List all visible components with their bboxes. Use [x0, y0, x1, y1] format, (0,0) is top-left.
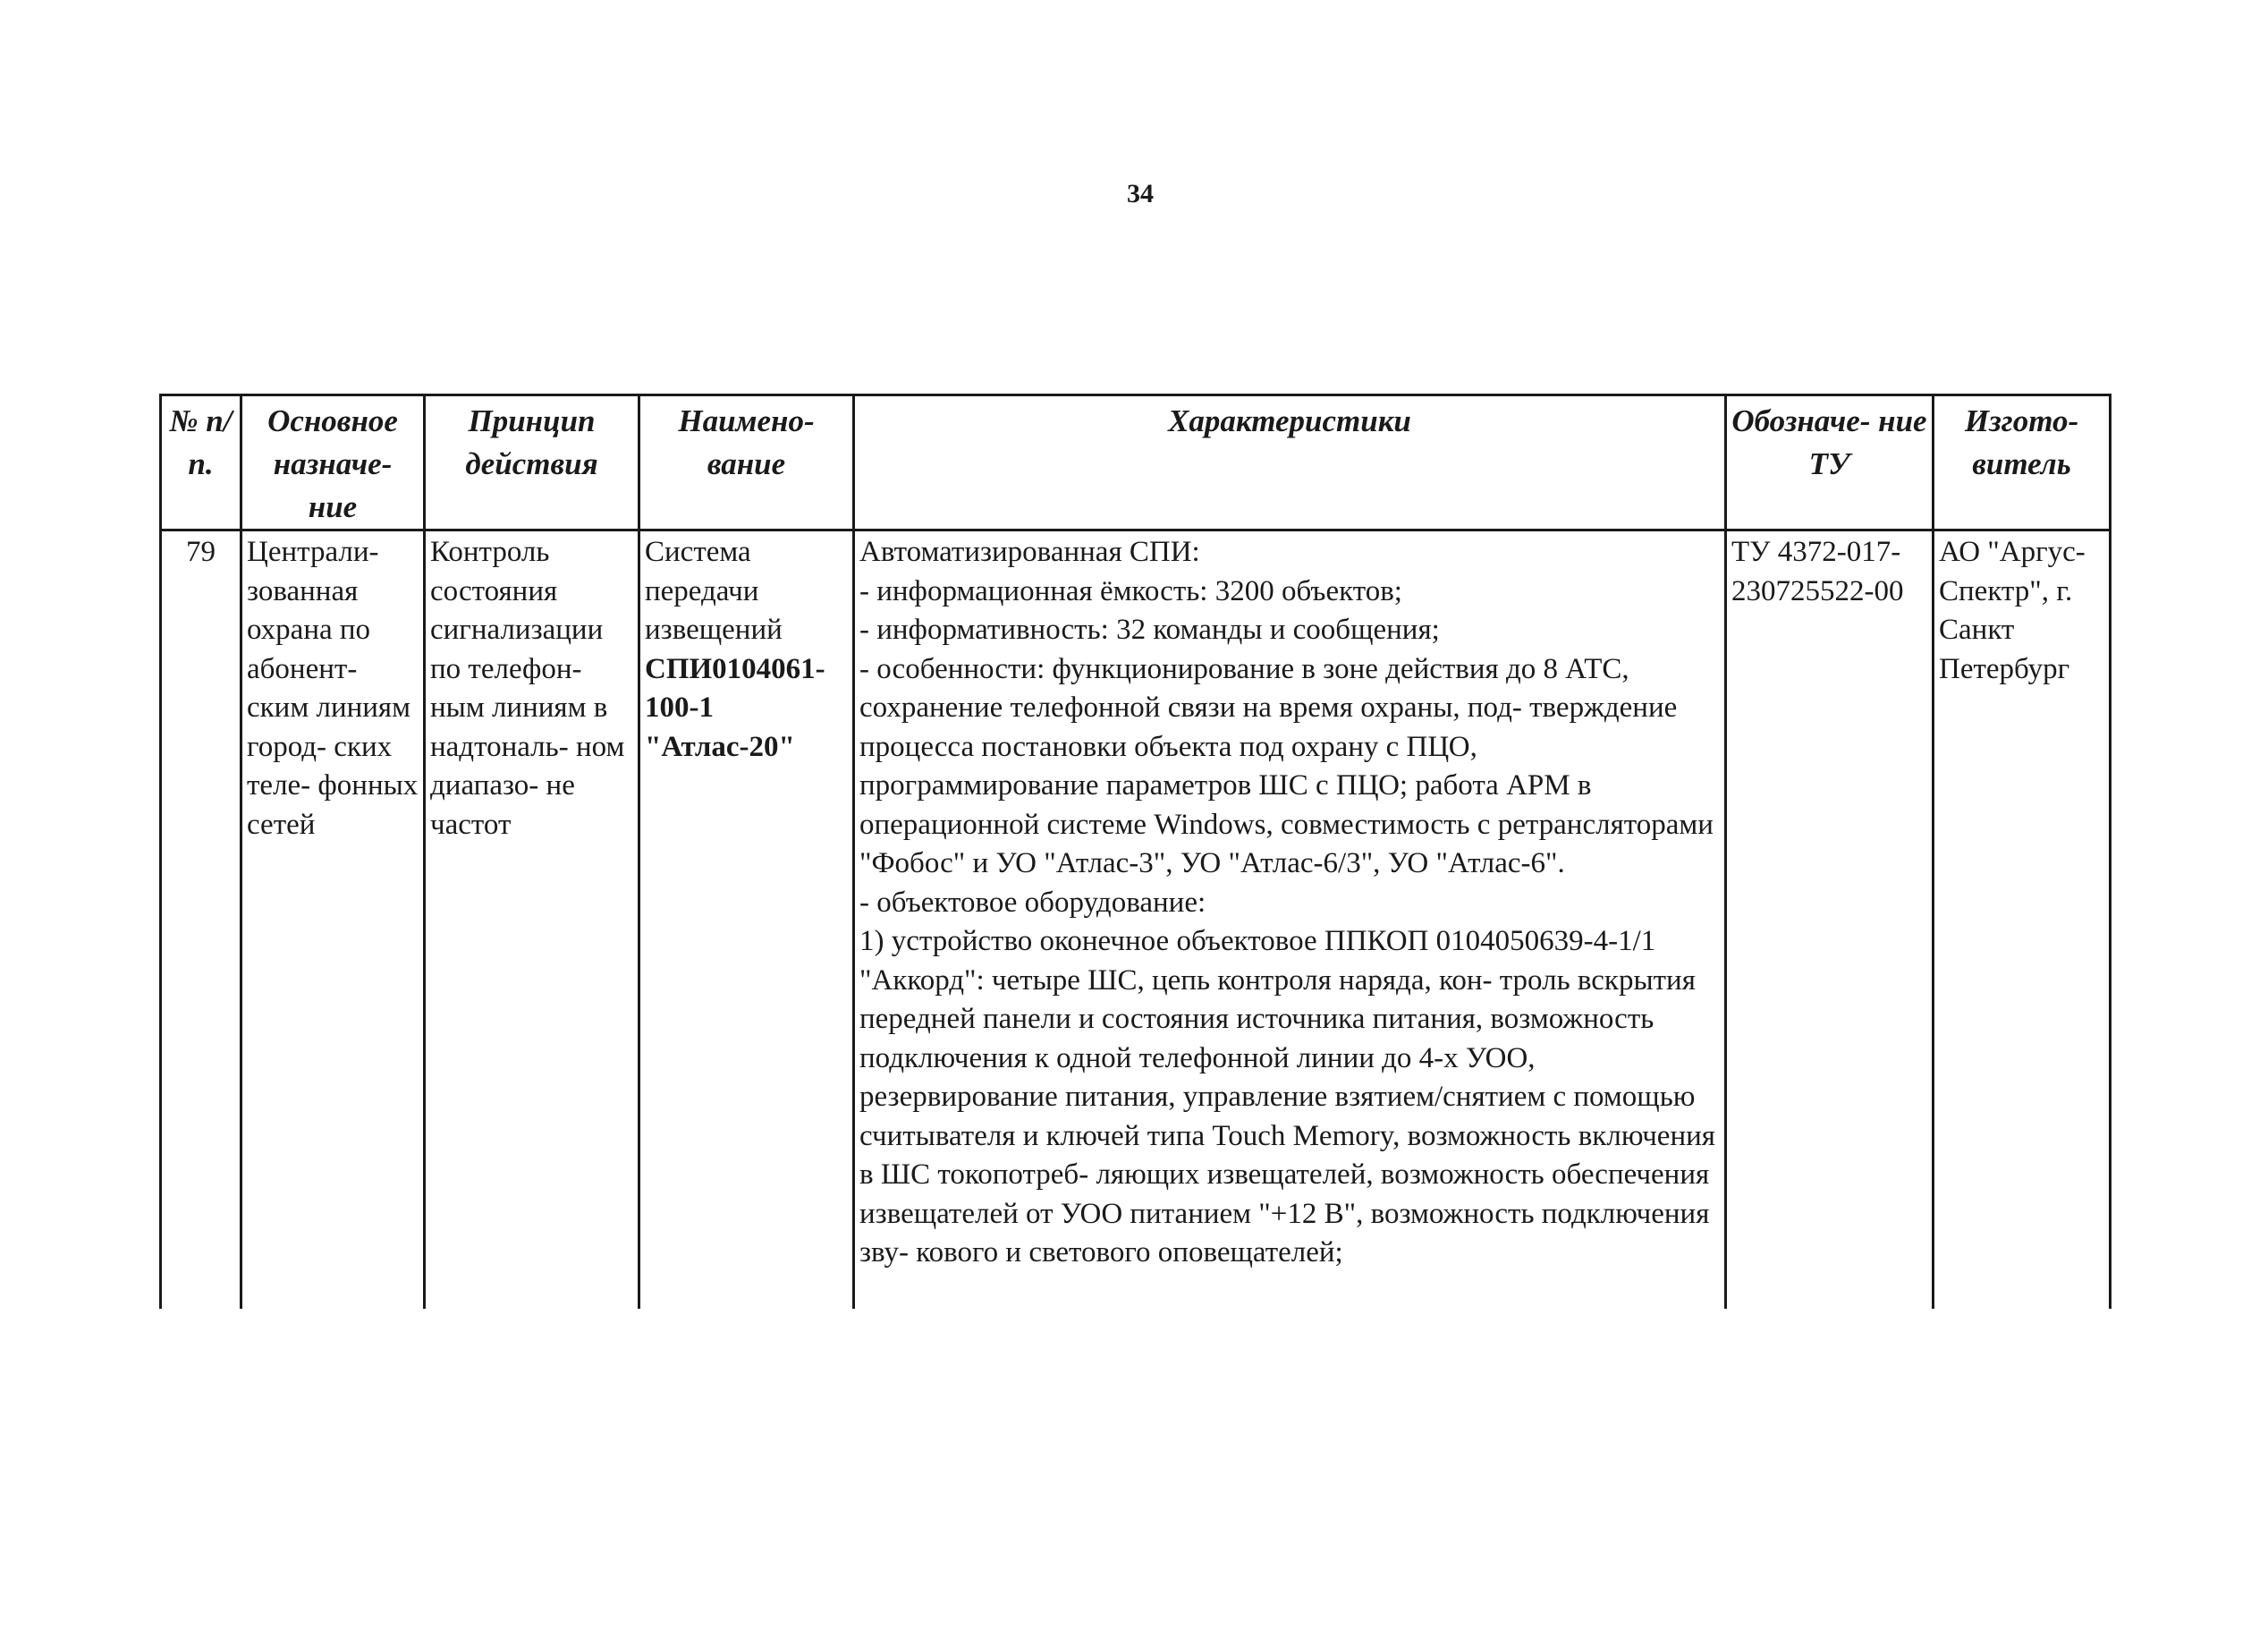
characteristic-line: - объектовое оборудование: — [859, 886, 1206, 919]
header-row — [161, 395, 2111, 530]
header-designation: Обозначе- ние ТУ — [1726, 395, 1934, 530]
page-number: 34 — [1127, 179, 1154, 208]
equipment-table — [159, 394, 2111, 1309]
header-principle: Принцип действия — [425, 395, 639, 530]
header-num: № п/п. — [161, 395, 241, 530]
characteristic-line: - информационная ёмкость: 3200 объектов; — [859, 574, 1402, 607]
cell-num: 79 — [161, 530, 241, 1309]
characteristic-line: - информативность: 32 команды и сообщения; — [859, 614, 1440, 646]
header-name: Наимено- вание — [639, 395, 854, 530]
name-bold: СПИ0104061-100-1 "Атлас-20" — [645, 652, 825, 763]
cell-designation: ТУ 4372-017-230725522-00 — [1726, 530, 1934, 1309]
header-purpose: Основное назначе- ние — [241, 395, 425, 530]
cell-characteristics — [854, 530, 1726, 1309]
cell-name — [639, 530, 854, 1309]
header-characteristics: Характеристики — [854, 395, 1726, 530]
characteristic-line: - особенности: функционирование в зоне действия до 8 АТС, сохранение телефонной связи на время охраны, под- тверждение процесса постановки объекта под охрану с ПЦО, программирование параметров ШС с ПЦО; работа АРМ в операционной системе Windows, совместимость с ретрансляторами "Фобос" и УО "Атлас-3", УО "Атлас-6/3", УО "Атлас-6". — [859, 652, 1714, 879]
cell-manufacturer: АО "Аргус-Спектр", г. Санкт Петербург — [1934, 530, 2111, 1309]
characteristic-line: 1) устройство оконечное объектовое ППКОП 0104050639-4-1/1 "Аккорд": четыре ШС, цепь контроля наряда, кон- троль вскрытия передней панели и состояния источника питания, возможность подключения к одной телефонной линии до 4-х УОО, резервирование питания, управление взятием/снятием с помощью считывателя и ключей типа Touch Memory, возможность включения в ШС токопотреб- ляющих извещателей, возможность обеспечения извещателей от УОО питанием "+12 В", возможность подключения зву- кового и светового оповещателей; — [859, 925, 1715, 1268]
cell-purpose: Централи- зованная охрана по абонент- ским линиям город- ских теле- фонных сетей — [241, 530, 425, 1309]
name-plain: Система передачи извещений — [645, 536, 783, 646]
table-row — [161, 530, 2111, 1309]
cell-principle: Контроль состояния сигнализации по телефон- ным линиям в надтональ- ном диапазо- не частот — [425, 530, 639, 1309]
characteristic-line: Автоматизированная СПИ: — [859, 536, 1200, 568]
header-manufacturer: Изгото- витель — [1934, 395, 2111, 530]
